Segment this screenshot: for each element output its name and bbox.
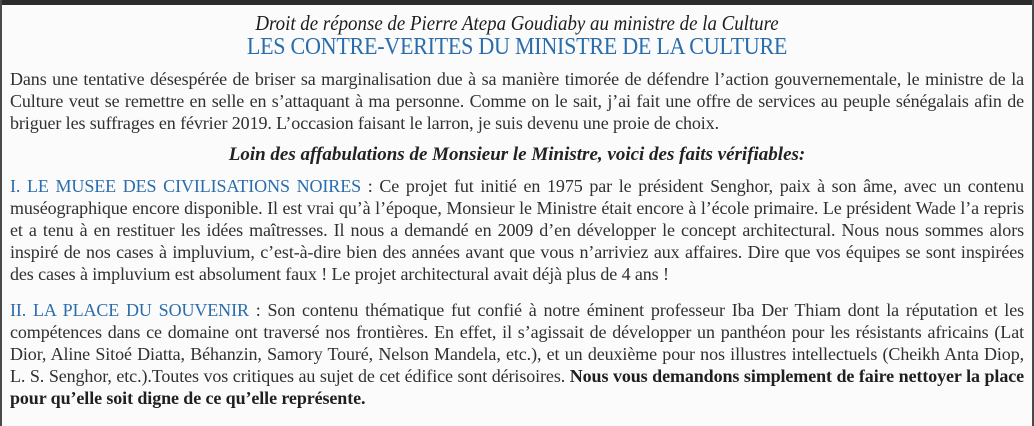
section-musee-separator: : xyxy=(361,176,380,196)
section-musee-paragraph xyxy=(10,175,1024,285)
section-musee-body: Ce projet fut initié en 1975 par le président Senghor, paix à son âme, avec un contenu muséographique encore disponible. Il est vrai qu’à l’époque, Monsieur le Ministre était encore à l’école primaire. Le président Wade l’a repris et a tenu à en restituer les idées maîtresses. Il nous a demandé en 2009 d’en développer le concept architectural. Nous nous sommes alors inspiré de nos cases à impluvium, c’est-à-dire bien des années avant que vous n’arriviez aux affaires. Dire que vos équipes se sont inspirées des cases à impluvium est absolument faux ! Le projet architectural avait déjà plus de 4 ans ! xyxy=(10,176,1024,284)
section-musee-heading: I. LE MUSEE DES CIVILISATIONS NOIRES xyxy=(10,176,362,196)
section-souvenir-body: Son contenu thématique fut confié à notre éminent professeur Iba Der Thiam dont la réputation et les compétences dans ce domaine ont traversé nos frontières. En effet, il s’agissait de développer un panthéon pour les résistants africains (Lat Dior, Aline Sitoé Diatta, Béhanzin, Samory Touré, Nelson Mandela, etc.), et un deuxième pour nos illustres intellectuels (Cheikh Anta Diop, L. S. Senghor, etc.).Toutes vos critiques au sujet de cet édifice sont dérisoires. xyxy=(10,300,1024,386)
intro-paragraph: Dans une tentative désespérée de briser sa marginalisation due à sa manière timorée de défendre l’action gouvernementale, le ministre de la Culture veut se remettre en selle en s’attaquant à ma personne. Comme on le sait, j’ai fait une offre de services au peuple sénégalais afin de briguer les suffrages en février 2019. L’occasion faisant le larron, je suis devenu une proie de choix. xyxy=(10,69,1024,133)
article-content xyxy=(2,0,1032,409)
lead-line: Loin des affabulations de Monsieur le Ministre, voici des faits vérifiables: xyxy=(228,144,806,165)
section-souvenir-paragraph xyxy=(10,299,1024,409)
article-title: LES CONTRE-VERITES DU MINISTRE DE LA CULTURE xyxy=(246,34,788,60)
section-souvenir-heading: II. LA PLACE DU SOUVENIR xyxy=(10,300,249,320)
article-kicker: Droit de réponse de Pierre Atepa Goudiaby au ministre de la Culture xyxy=(255,11,779,35)
section-souvenir-separator: : xyxy=(248,300,268,320)
section-souvenir-bold: Nous vous demandons simplement de faire nettoyer la place pour qu’elle soit digne de ce qu’elle représente. xyxy=(10,366,1024,408)
top-rule-bar xyxy=(0,0,1034,5)
